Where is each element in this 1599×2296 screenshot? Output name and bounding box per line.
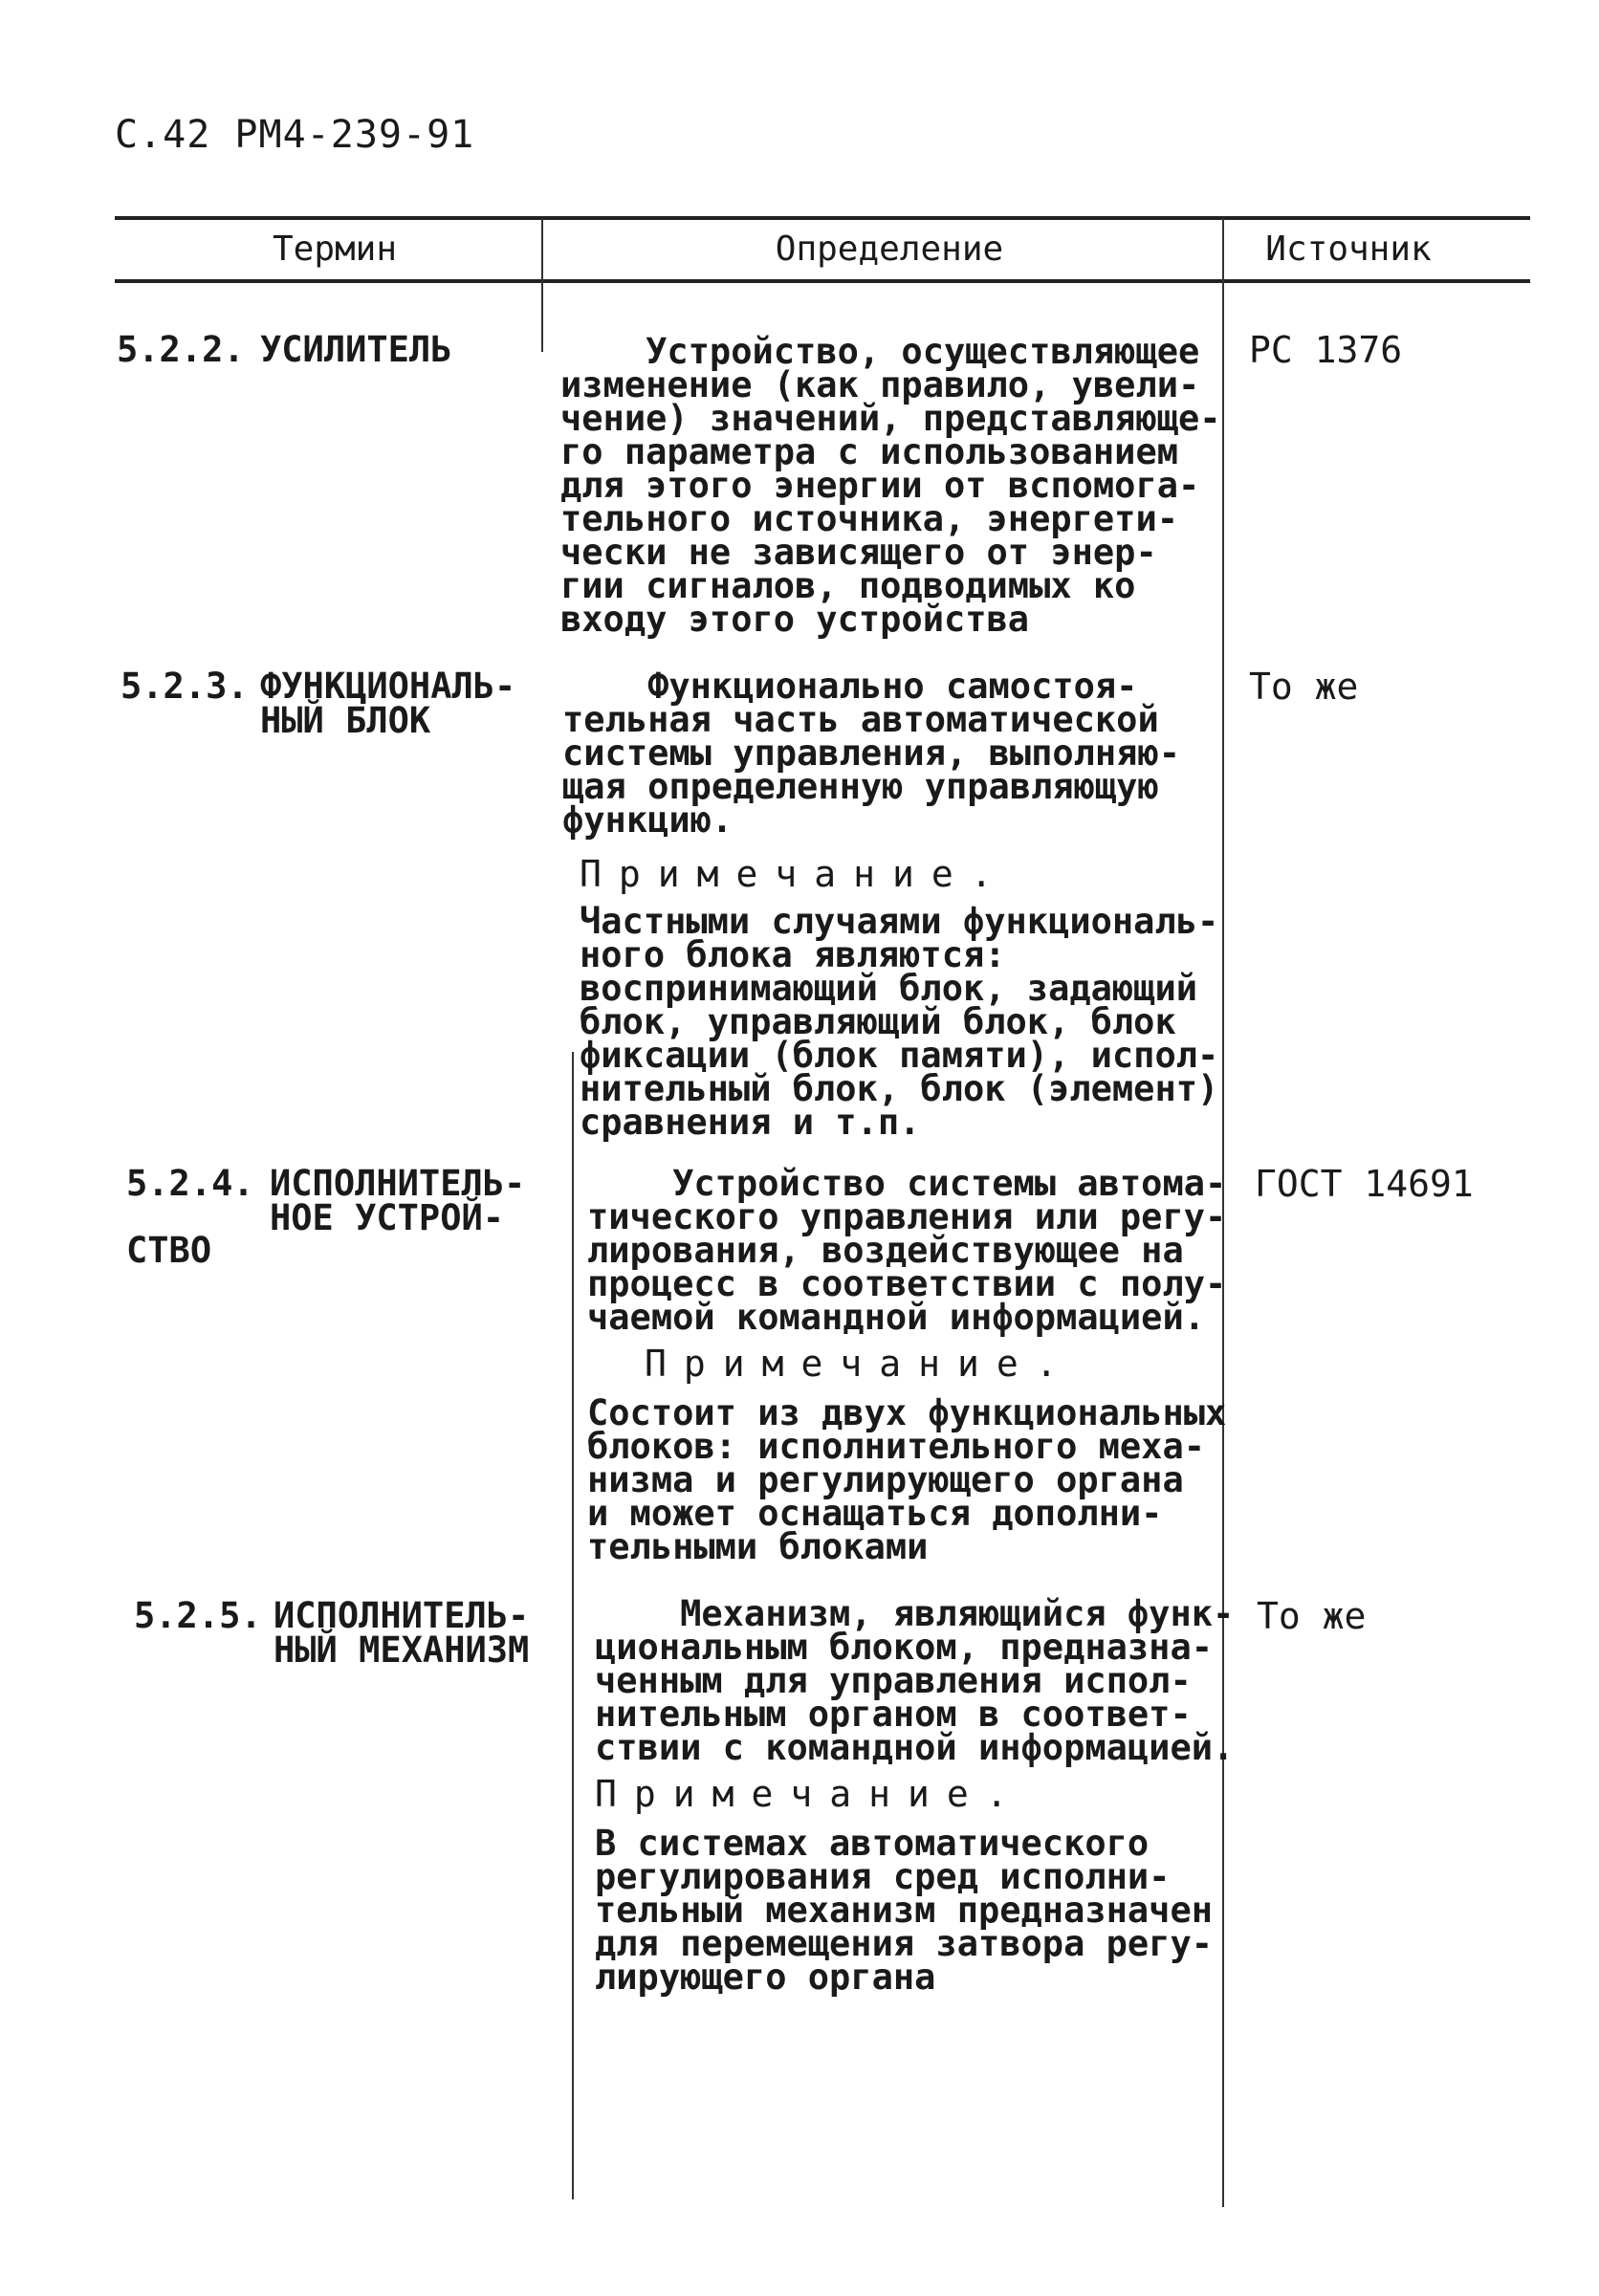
table-header-rule bbox=[115, 279, 1530, 283]
column-divider-1 bbox=[541, 218, 543, 352]
term-source: То же bbox=[1249, 666, 1359, 708]
term-source: РС 1376 bbox=[1249, 329, 1403, 371]
term-number: 5.2.5. bbox=[134, 1595, 262, 1636]
column-header-source: Источник bbox=[1265, 230, 1432, 269]
term-number: 5.2.2. bbox=[117, 329, 245, 370]
term-name: ФУНКЦИОНАЛЬ- НЫЙ БЛОК bbox=[260, 666, 516, 741]
term-definition: Механизм, являющийся функ- циональным блоком, предназна- ченным для управления испол- нительным органом в соответ- ствии с командной информацией. bbox=[595, 1593, 1235, 1768]
note-text: В системах автоматического регулирования сред исполни- тельный механизм предназначен для перемещения затвора регу- лирующего органа bbox=[595, 1823, 1214, 1998]
note-text: Частными случаями функциональ- ного блока являются: воспринимающий блок, задающий блок, управляющий блок, блок фиксации (блок памяти), испол- нительный блок, блок (элемент) сравнения и т.п. bbox=[580, 901, 1219, 1143]
term-source: То же bbox=[1257, 1595, 1367, 1637]
note-label: Примечание. bbox=[645, 1343, 1075, 1385]
note-text: Состоит из двух функциональных блоков: исполнительного меха- низма и регулирующего органа и может оснащаться дополни- тельными блоками bbox=[587, 1392, 1227, 1567]
table-top-rule bbox=[115, 216, 1530, 220]
term-definition: Функционально самостоя- тельная часть автоматической системы управления, выполняю- щая определенную управляющую функцию. bbox=[562, 666, 1181, 841]
column-divider-1-lower bbox=[572, 1052, 574, 2199]
note-label: Примечание. bbox=[595, 1773, 1025, 1815]
term-name: УСИЛИТЕЛЬ bbox=[260, 329, 452, 370]
term-source: ГОСТ 14691 bbox=[1255, 1163, 1474, 1205]
term-name-continuation: СТВО bbox=[126, 1230, 212, 1271]
term-name: ИСПОЛНИТЕЛЬ- НЫЙ МЕХАНИЗМ bbox=[274, 1595, 530, 1671]
term-number: 5.2.4. bbox=[126, 1163, 254, 1204]
column-header-term: Термин bbox=[272, 230, 398, 269]
term-name: ИСПОЛНИТЕЛЬ- НОЕ УСТРОЙ- bbox=[270, 1163, 526, 1238]
note-label: Примечание. bbox=[580, 853, 1010, 895]
term-definition: Устройство системы автома- тического управления или регу- лирования, воздействующее на процесс в соответствии с полу- чаемой командной информацией. bbox=[587, 1163, 1227, 1338]
column-header-definition: Определение bbox=[775, 230, 1004, 269]
term-number: 5.2.3. bbox=[120, 666, 249, 707]
page-header: С.42 РМ4-239-91 bbox=[115, 113, 475, 157]
term-definition: Устройство, осуществляющее изменение (как правило, увели- чение) значений, представляюще- го параметра с использованием для этого энергии от вспомога- тельного источника, энергети- чески не зависящего от энер- гии сигналов, подводимых ко входу этого устройства bbox=[560, 331, 1221, 640]
